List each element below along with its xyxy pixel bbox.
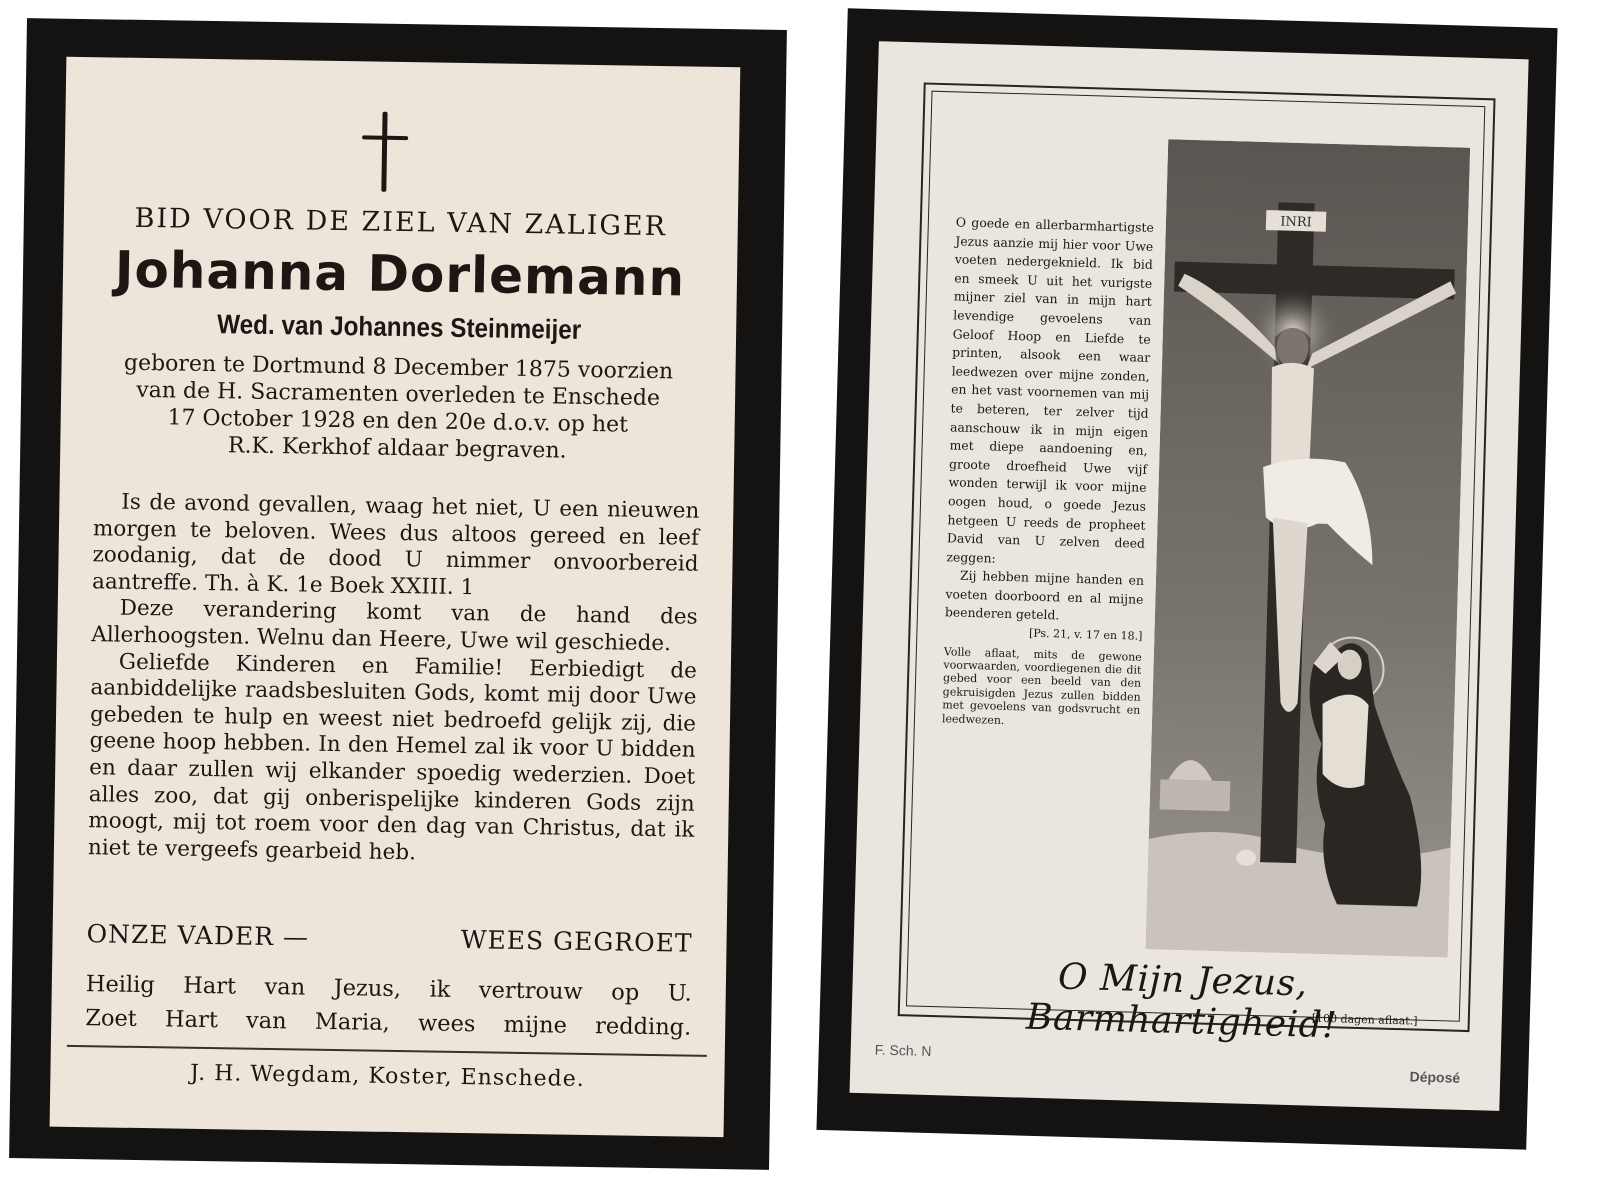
psalm-reference: [Ps. 21, v. 17 en 18.]	[1028, 626, 1143, 643]
ejaculation-line: Heilig Hart van Jezus, ik vertrouw op U.	[85, 971, 692, 1007]
card-back-paper	[850, 41, 1529, 1111]
meditation-text	[88, 489, 700, 871]
ejaculations	[85, 967, 692, 1045]
card-front-paper	[50, 57, 741, 1137]
prayer-our-father: ONZE VADER —	[86, 919, 310, 952]
prayer-paragraph: O goede en allerbarmhartigste Jezus aanzie mij hier voor Uwe voeten nedergeknield. Ik bid en smeek U uit het vurigste mijner ziel van in mijn hart levendige gevoelens van Geloof Hoop en Liefde te printen, alsook een waar leedwezen over mijne zonden, en het vast voornemen van mij te beteren, ter zelver tijd aanschouw ik in mijn eigen met diepe aandoening en, groote droefheid Uwe vijf wonden terwijl ik voor mijne oogen houd, o goede Jezus hetgeen U reeds de propheet David van U zelven deed zeggen:	[946, 214, 1155, 566]
bio-line: R.K. Kerkhof aldaar begraven.	[227, 433, 567, 464]
prayer-paragraph: Zij hebben mijne handen en voeten doorboord en al mijne beenderen geteld.	[944, 567, 1145, 623]
printer-mark: F. Sch. N	[874, 1041, 932, 1060]
deceased-name: Johanna Dorlemann	[114, 240, 686, 308]
memorial-card-front	[9, 18, 787, 1170]
prayers-line	[86, 919, 692, 958]
bio-line: 17 October 1928 en den 20e d.o.v. op het	[167, 405, 629, 438]
building	[1160, 779, 1231, 811]
paragraph: Is de avond gevallen, waag het niet, U een nieuwen morgen te beloven. Wees dus altoos gereed en leef zoodanig, dat de dood U nimmer onvoorbereid aantreffe. Th. à K. 1e Boek XXIII. 1	[91, 489, 700, 600]
crucifixion-engraving	[1146, 139, 1470, 957]
indulgence-note: Volle aflaat, mits de gewone voorwaarden, voordiegenen die dit gebed voor een beeld van den gekruisigden Jezus zullen bidden met gevoelens van godsvrucht en leedwezen.	[941, 644, 1142, 727]
bio-line: geboren te Dortmund 8 December 1875 voorzien	[123, 350, 674, 385]
printer-credit: J. H. Wegdam, Koster, Enschede.	[189, 1060, 585, 1092]
card-caption: O Mijn Jezus, Barmhartigheid!	[1025, 956, 1338, 1047]
depose-mark: Déposé	[1409, 1068, 1461, 1086]
devotional-prayer	[942, 213, 1154, 730]
indulgence-days: [100 dagen aflaat.]	[1311, 1011, 1418, 1028]
divider	[67, 1045, 707, 1057]
prayer-request-heading: BID VOOR DE ZIEL VAN ZALIGER	[134, 202, 668, 243]
memorial-card-back	[816, 8, 1557, 1149]
paragraph: Deze verandering komt van de hand des Allerhoogsten. Welnu dan Heere, Uwe wil geschiede.	[91, 596, 698, 657]
biography	[90, 349, 706, 467]
paragraph: Geliefde Kinderen en Familie! Eerbiedigt de aanbiddelijke raadsbesluiten Gods, komt mij door Uwe gebeden te hulp en weest niet bedroefd gelijk zij, die geene hoop hebben. In den Hemel zal ik voor U bidden en daar zullen wij elkander spoedig wederzien. Doet alles zoo, dat gij onberispelijke kinderen Gods zijn moogt, mij tot roem voor den dag van Christus, dat ik niet te vergeefs gearbeid heb.	[87, 649, 698, 866]
cross-icon	[361, 111, 408, 192]
bio-line: van de H. Sacramenten overleden te Enschede	[136, 377, 661, 412]
inri-text: INRI	[1280, 214, 1312, 231]
figure-sleeve	[1320, 694, 1369, 789]
widow-of-line: Wed. van Johannes Steinmeijer	[216, 309, 582, 345]
ejaculation-line: Zoet Hart van Maria, wees mijne redding.	[85, 1005, 692, 1041]
prayer-hail-mary: WEES GEGROET	[460, 925, 693, 958]
